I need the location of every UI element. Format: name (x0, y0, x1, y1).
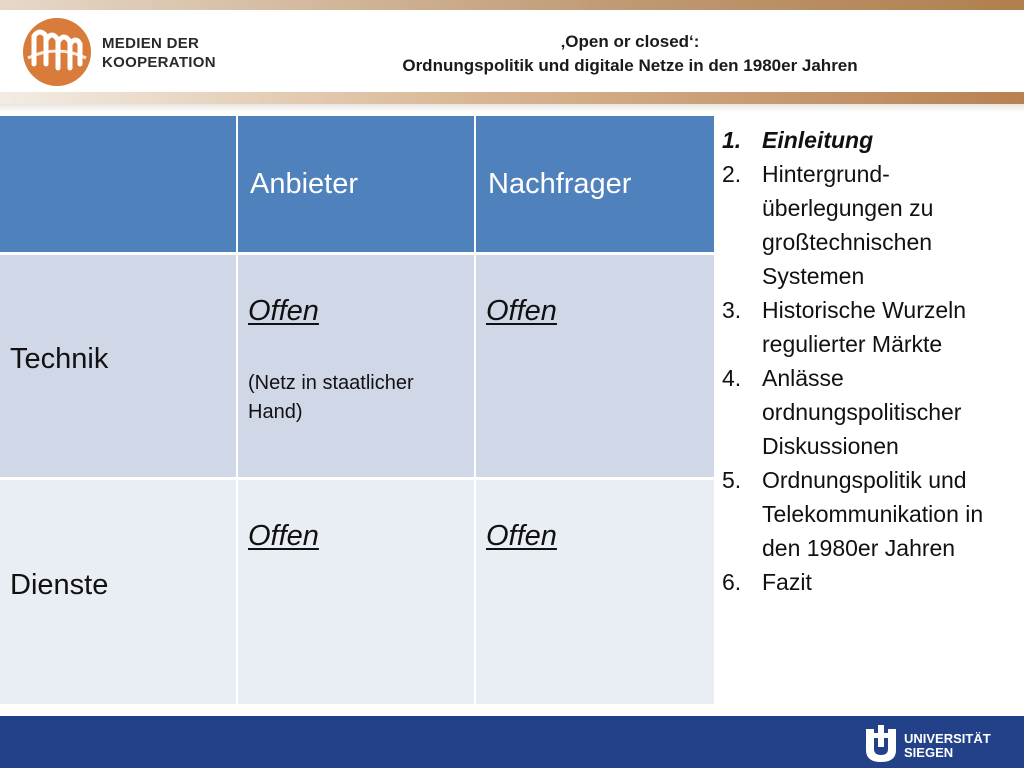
header-rule-shadow (0, 104, 1024, 112)
dienste-nachfrager-value: Offen (486, 520, 557, 552)
technik-anbieter-note: (Netz in staatlicher Hand) (248, 372, 414, 423)
university-name-line2: SIEGEN (904, 745, 954, 760)
universitaet-siegen-logo (862, 720, 998, 764)
agenda-item-5 (722, 463, 1017, 565)
table-header-anbieter-label: Anbieter (250, 168, 359, 200)
table-row-technik-nachfrager-cell (476, 255, 714, 477)
table-header-anbieter (238, 116, 474, 252)
table-header-nachfrager-label: Nachfrager (488, 168, 632, 200)
agenda-item-2 (722, 157, 1017, 293)
table-row-technik-anbieter-cell (238, 255, 474, 477)
agenda-item-number: 5. (722, 467, 742, 493)
table-row-dienste-anbieter-cell (238, 480, 474, 704)
table-row-dienste-nachfrager-cell (476, 480, 714, 704)
technik-anbieter-value: Offen (248, 295, 319, 327)
agenda-item-number: 6. (722, 569, 742, 595)
medien-der-kooperation-logo-icon (22, 14, 92, 90)
agenda-item-text: Hintergrund-überlegungen zu großtechnischen Systemen (762, 161, 934, 289)
logo-text-line1: MEDIEN DER (102, 35, 200, 52)
logo-text-line2: KOOPERATION (102, 54, 216, 71)
table-row-dienste-label: Dienste (10, 569, 109, 601)
table-header-corner (0, 116, 236, 252)
agenda-item-text: Historische Wurzeln regulierter Märkte (762, 297, 967, 357)
agenda-item-text: Ordnungspolitik und Telekommunikation in den 1980er Jahren (762, 467, 984, 561)
agenda-item-number: 1. (722, 127, 742, 153)
dienste-anbieter-value: Offen (248, 520, 319, 552)
slide-title-line1: ‚Open or closed‘: (560, 32, 700, 51)
universitaet-siegen-logo-icon (862, 723, 900, 763)
agenda-item-number: 2. (722, 161, 742, 187)
agenda-list (722, 123, 1017, 599)
agenda-item-6 (722, 565, 1017, 599)
header-rule (0, 92, 1024, 104)
top-stripe (0, 0, 1024, 10)
table-row-technik-label-cell (0, 255, 236, 477)
slide-title (330, 30, 930, 78)
footer-bar (0, 716, 1024, 768)
agenda-item-1 (722, 123, 1017, 157)
agenda-item-3 (722, 293, 1017, 361)
university-name-line1: UNIVERSITÄT (904, 731, 991, 746)
table-header-nachfrager (476, 116, 714, 252)
agenda-item-number: 3. (722, 297, 742, 323)
table-row-dienste-label-cell (0, 480, 236, 704)
comparison-table (0, 116, 714, 704)
agenda-item-number: 4. (722, 365, 742, 391)
slide-title-line2: Ordnungspolitik und digitale Netze in den 1980er Jahren (402, 56, 858, 75)
table-row-technik-label: Technik (10, 343, 109, 375)
technik-nachfrager-value: Offen (486, 295, 557, 327)
agenda-item-text: Anlässe ordnungspolitischer Diskussionen (762, 365, 962, 459)
agenda-item-4 (722, 361, 1017, 463)
medien-der-kooperation-logo (22, 14, 216, 90)
agenda-item-text: Fazit (762, 569, 812, 595)
agenda-item-text: Einleitung (762, 127, 874, 153)
